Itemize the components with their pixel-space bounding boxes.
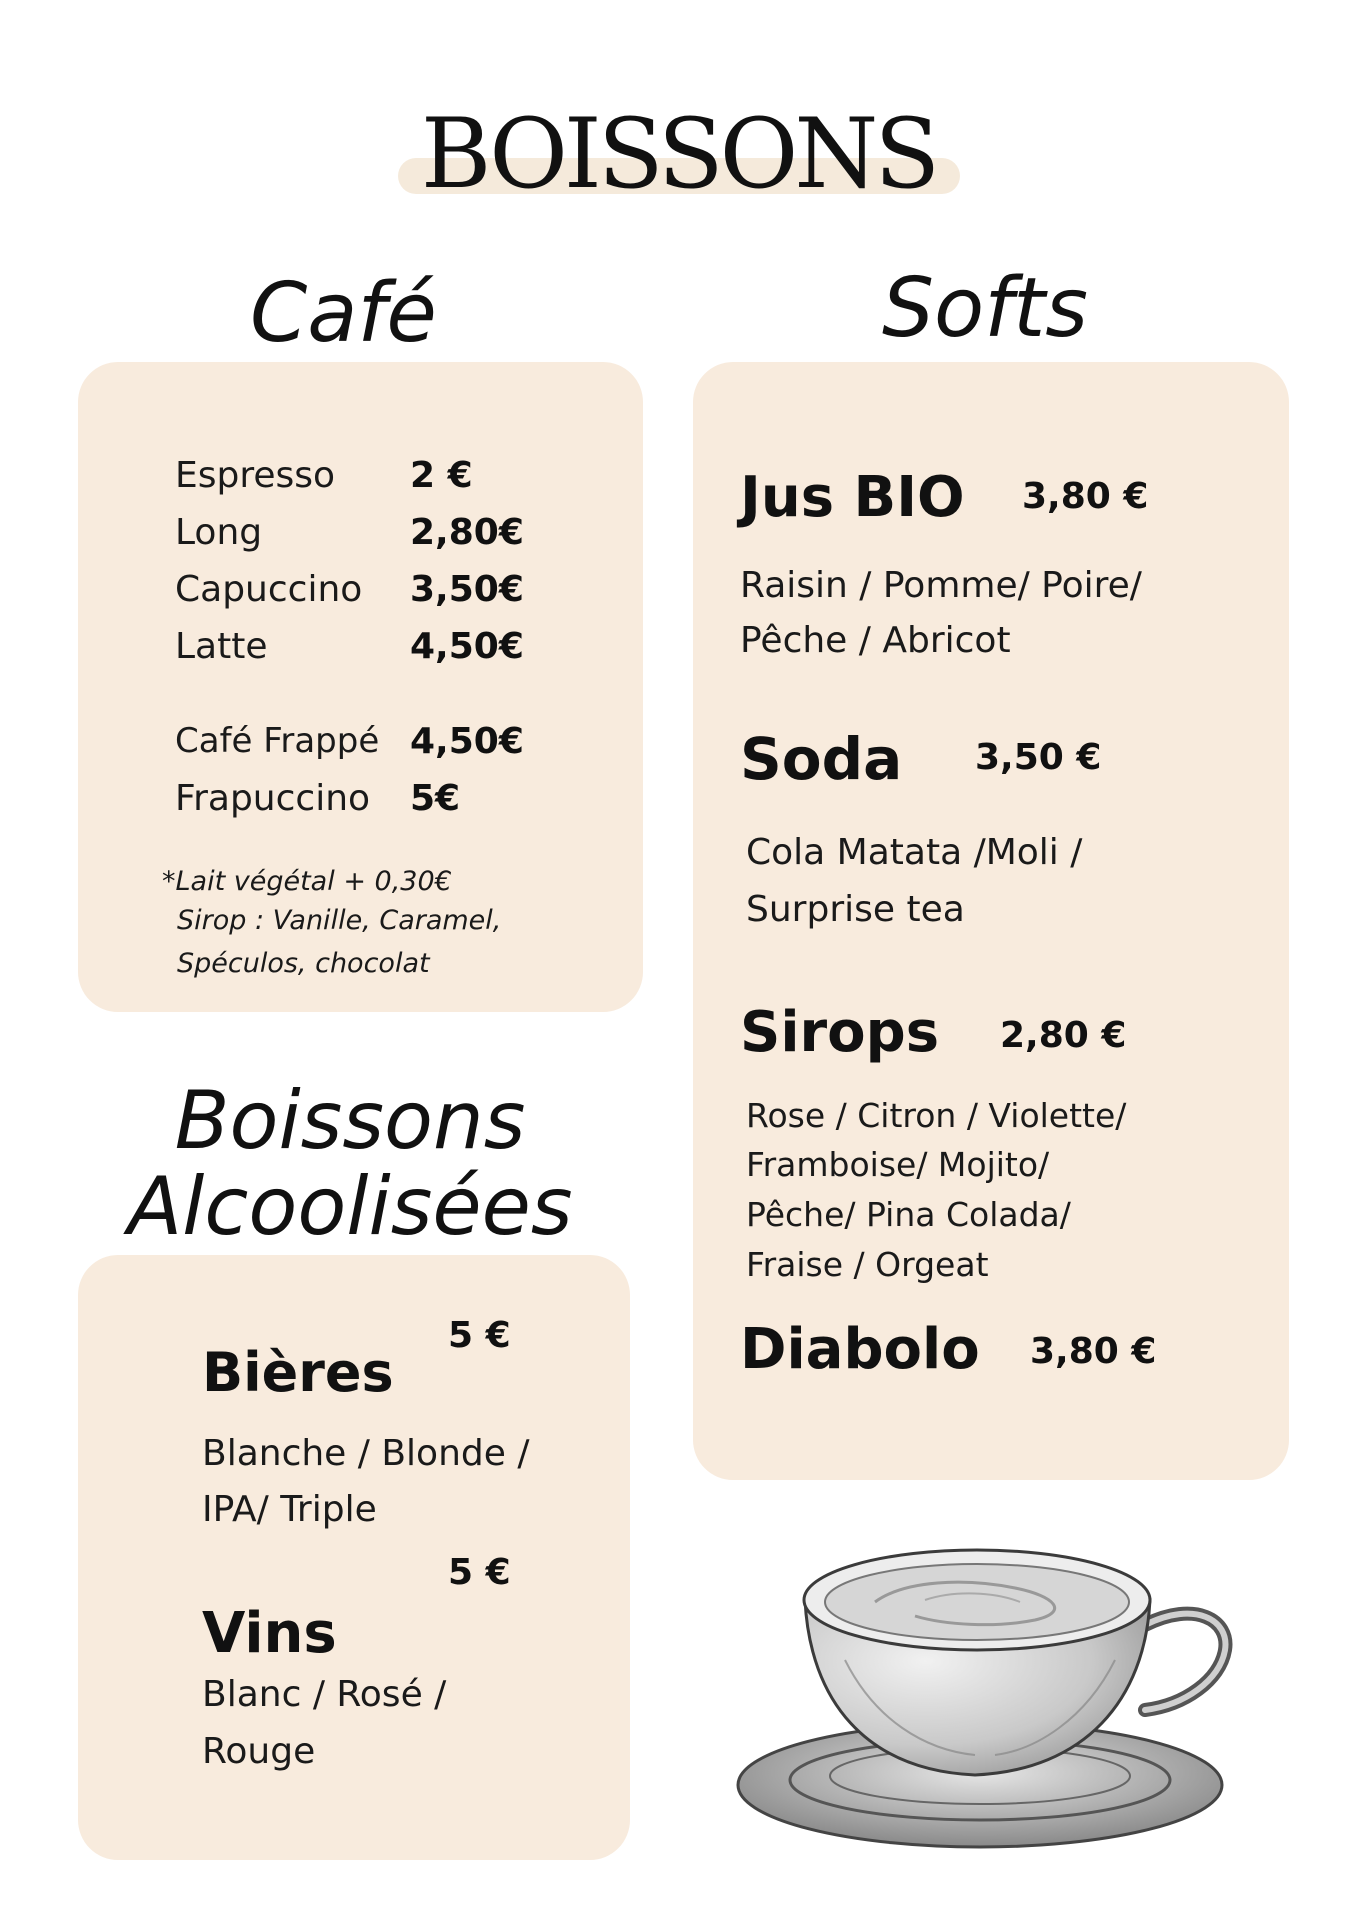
diabolo-price: 3,80 € bbox=[1030, 1331, 1157, 1372]
cafe-item-price: 4,50€ bbox=[410, 626, 524, 667]
cafe-item-price: 2,80€ bbox=[410, 512, 524, 553]
cafe-note-line1: *Lait végétal + 0,30€ bbox=[162, 866, 452, 897]
cafe-item-name: Long bbox=[175, 512, 263, 553]
bieres-price: 5 € bbox=[448, 1315, 511, 1356]
jus-bio-flavors-line2: Pêche / Abricot bbox=[740, 620, 1011, 661]
sirops-title: Sirops bbox=[740, 1000, 940, 1065]
cafe-item-price: 3,50€ bbox=[410, 569, 524, 610]
sirops-flavors-line4: Fraise / Orgeat bbox=[746, 1245, 989, 1284]
soda-price: 3,50 € bbox=[975, 737, 1102, 778]
soda-flavors-line2: Surprise tea bbox=[746, 889, 965, 930]
page-title: BOISSONS bbox=[420, 98, 937, 210]
diabolo-title: Diabolo bbox=[740, 1317, 980, 1382]
soda-title: Soda bbox=[740, 725, 903, 793]
cafe-item-price: 4,50€ bbox=[410, 721, 524, 762]
jus-bio-flavors-line1: Raisin / Pomme/ Poire/ bbox=[740, 565, 1142, 606]
vins-types-line2: Rouge bbox=[202, 1731, 316, 1772]
cafe-item-name: Frapuccino bbox=[175, 778, 371, 819]
sirops-flavors-line3: Pêche/ Pina Colada/ bbox=[746, 1195, 1071, 1234]
alcool-heading-line2: Alcoolisées bbox=[127, 1160, 573, 1253]
sirops-price: 2,80 € bbox=[1000, 1015, 1127, 1056]
jus-bio-title: Jus BIO bbox=[740, 465, 965, 530]
bieres-title: Bières bbox=[202, 1341, 394, 1404]
vins-types-line1: Blanc / Rosé / bbox=[202, 1674, 447, 1715]
cafe-heading: Café bbox=[250, 266, 437, 361]
sirops-flavors-line2: Framboise/ Mojito/ bbox=[746, 1145, 1050, 1184]
cafe-item-name: Latte bbox=[175, 626, 268, 667]
softs-heading: Softs bbox=[882, 261, 1088, 356]
vins-price: 5 € bbox=[448, 1552, 511, 1593]
cafe-item-name: Café Frappé bbox=[175, 721, 380, 761]
bieres-types-line2: IPA/ Triple bbox=[202, 1489, 377, 1530]
cafe-item-name: Capuccino bbox=[175, 569, 363, 610]
sirops-flavors-line1: Rose / Citron / Violette/ bbox=[746, 1096, 1127, 1135]
cafe-note-line3: Spéculos, chocolat bbox=[177, 948, 430, 979]
cafe-item-name: Espresso bbox=[175, 455, 336, 496]
vins-title: Vins bbox=[202, 1601, 337, 1666]
soda-flavors-line1: Cola Matata /Moli / bbox=[746, 832, 1083, 873]
alcool-heading-line1: Boissons bbox=[174, 1074, 526, 1167]
coffee-cup-icon bbox=[725, 1530, 1245, 1860]
bieres-types-line1: Blanche / Blonde / bbox=[202, 1433, 530, 1474]
cafe-item-price: 2 € bbox=[410, 455, 473, 496]
cafe-note-line2: Sirop : Vanille, Caramel, bbox=[177, 905, 502, 936]
cafe-item-price: 5€ bbox=[410, 778, 461, 819]
alcool-heading bbox=[80, 1074, 620, 1253]
jus-bio-price: 3,80 € bbox=[1022, 476, 1149, 517]
